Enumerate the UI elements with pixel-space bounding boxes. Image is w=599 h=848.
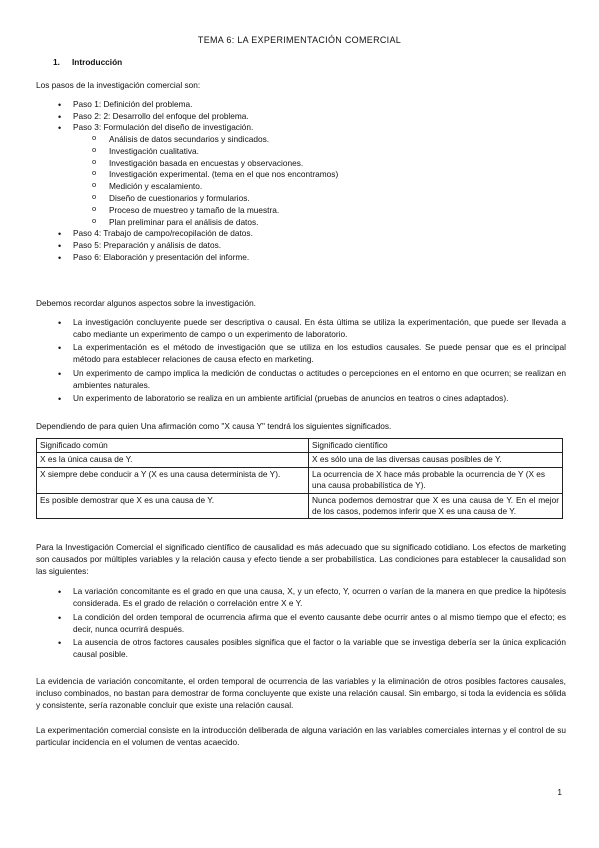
section-label: Introducción (72, 57, 123, 67)
aspects-list (36, 317, 566, 405)
list-item: • Paso 5: Preparación y análisis de datos. (36, 240, 566, 252)
causality-section (36, 542, 566, 661)
list-item-label: Paso 3: Formulación del diseño de investigación. (73, 122, 254, 133)
definition-paragraph: La experimentación comercial consiste en la introducción deliberada de alguna variación en las variables comerciales internas y el control de su particular incidencia en el volumen de ventas acaecido. (36, 725, 566, 747)
steps-section (36, 80, 566, 264)
list-item (36, 122, 566, 228)
page-number: 1 (557, 787, 562, 797)
list-item: • La investigación concluyente puede ser descriptiva o causal. En ésta última se utiliza la experimentación, que puede ser llevada a cabo mediante un experimento de campo o un experimento de laboratorio. (36, 317, 566, 341)
list-item: o Medición y escalamiento. (36, 181, 566, 193)
meaning-table (36, 438, 563, 520)
list-item: o Investigación experimental. (tema en el que nos encontramos) (36, 169, 566, 181)
section-number: 1. (53, 57, 60, 67)
list-item: • La condición del orden temporal de ocurrencia afirma que el evento causante debe ocurrir antes o al mismo tiempo que el efecto; es decir, nunca ocurrirá después. (36, 612, 566, 636)
table-cell: X es la única causa de Y. (37, 453, 309, 467)
table-header: Significado común (37, 438, 309, 452)
list-item: o Plan preliminar para el análisis de datos. (36, 217, 566, 229)
table-cell: Es posible demostrar que X es una causa de Y. (37, 493, 309, 519)
table-cell: Nunca podemos demostrar que X es una causa de Y. En el mejor de los casos, podemos inferir que X es una causa de Y. (309, 493, 563, 519)
table-cell: X es sólo una de las diversas causas posibles de Y. (309, 453, 563, 467)
list-item: • La variación concomitante es el grado en que una causa, X, y un efecto, Y, ocurren o varían de la manera en que predice la hipótesis considerada. Es el grado de relación o correlación entre X e Y. (36, 586, 566, 610)
section-heading (53, 57, 122, 69)
list-item: • Un experimento de laboratorio se realiza en un ambiente artificial (pruebas de anuncios en teatros o cines adaptados). (36, 393, 566, 405)
substeps-list (36, 134, 566, 228)
evidence-paragraph: La evidencia de variación concomitante, el orden temporal de ocurrencia de las variables y la eliminación de otros posibles factores causales, incluso combinados, no bastan para demostrar de forma concluyente que existe una relación causal. Sin embargo, si toda la evidencia es sólida y consistente, sería razonable concluir que existe una relación causal. (36, 676, 566, 710)
list-item: o Investigación cualitativa. (36, 146, 566, 158)
table-intro: Dependiendo de para quien Una afirmación como "X causa Y" tendrá los siguientes significados. (36, 421, 392, 431)
table-cell: La ocurrencia de X hace más probable la ocurrencia de Y (X es una causa probabilística de Y). (309, 467, 563, 493)
list-item: • Paso 1: Definición del problema. (36, 99, 566, 111)
table-section (36, 421, 566, 519)
list-item: • La ausencia de otros factores causales posibles significa que el factor o la variable que se investiga debería ser la única explicación causal posible. (36, 637, 566, 661)
page-title: TEMA 6: LA EXPERIMENTACIÓN COMERCIAL (197, 35, 402, 45)
list-item: • Paso 2: 2: Desarrollo del enfoque del problema. (36, 111, 566, 123)
list-item: • Paso 6: Elaboración y presentación del informe. (36, 252, 566, 264)
aspects-section (36, 298, 566, 405)
intro-paragraph: Los pasos de la investigación comercial son: (36, 80, 201, 90)
table-row (37, 453, 563, 467)
table-row (37, 493, 563, 519)
recall-paragraph: Debemos recordar algunos aspectos sobre la investigación. (36, 298, 256, 308)
table-header: Significado científico (309, 438, 563, 452)
causality-paragraph: Para la Investigación Comercial el significado científico de causalidad es más adecuado que su significado cotidiano. Los efectos de marketing son causados por múltiples variables y la relación causa y efecto tiende a ser probabilística. Las condiciones para establecer la causalidad son las siguientes: (36, 542, 566, 576)
list-item: o Proceso de muestreo y tamaño de la muestra. (36, 205, 566, 217)
list-item: • Un experimento de campo implica la medición de conductas o actitudes o percepciones en el entorno en que ocurren; se realizan en ambientes naturales. (36, 368, 566, 392)
table-cell: X siempre debe conducir a Y (X es una causa determinista de Y). (37, 467, 309, 493)
table-header-row (37, 438, 563, 452)
conditions-list (36, 586, 566, 661)
list-item: o Diseño de cuestionarios y formularios. (36, 193, 566, 205)
list-item: • Paso 4: Trabajo de campo/recopilación de datos. (36, 228, 566, 240)
list-item: o Investigación basada en encuestas y observaciones. (36, 158, 566, 170)
list-item: • La experimentación es el método de investigación que se utiliza en los estudios causales. Se puede pensar que es el principal método para establecer relaciones de causa efecto en marketing. (36, 342, 566, 366)
steps-list (36, 99, 566, 264)
table-row (37, 467, 563, 493)
list-item: o Análisis de datos secundarios y sindicados. (36, 134, 566, 146)
